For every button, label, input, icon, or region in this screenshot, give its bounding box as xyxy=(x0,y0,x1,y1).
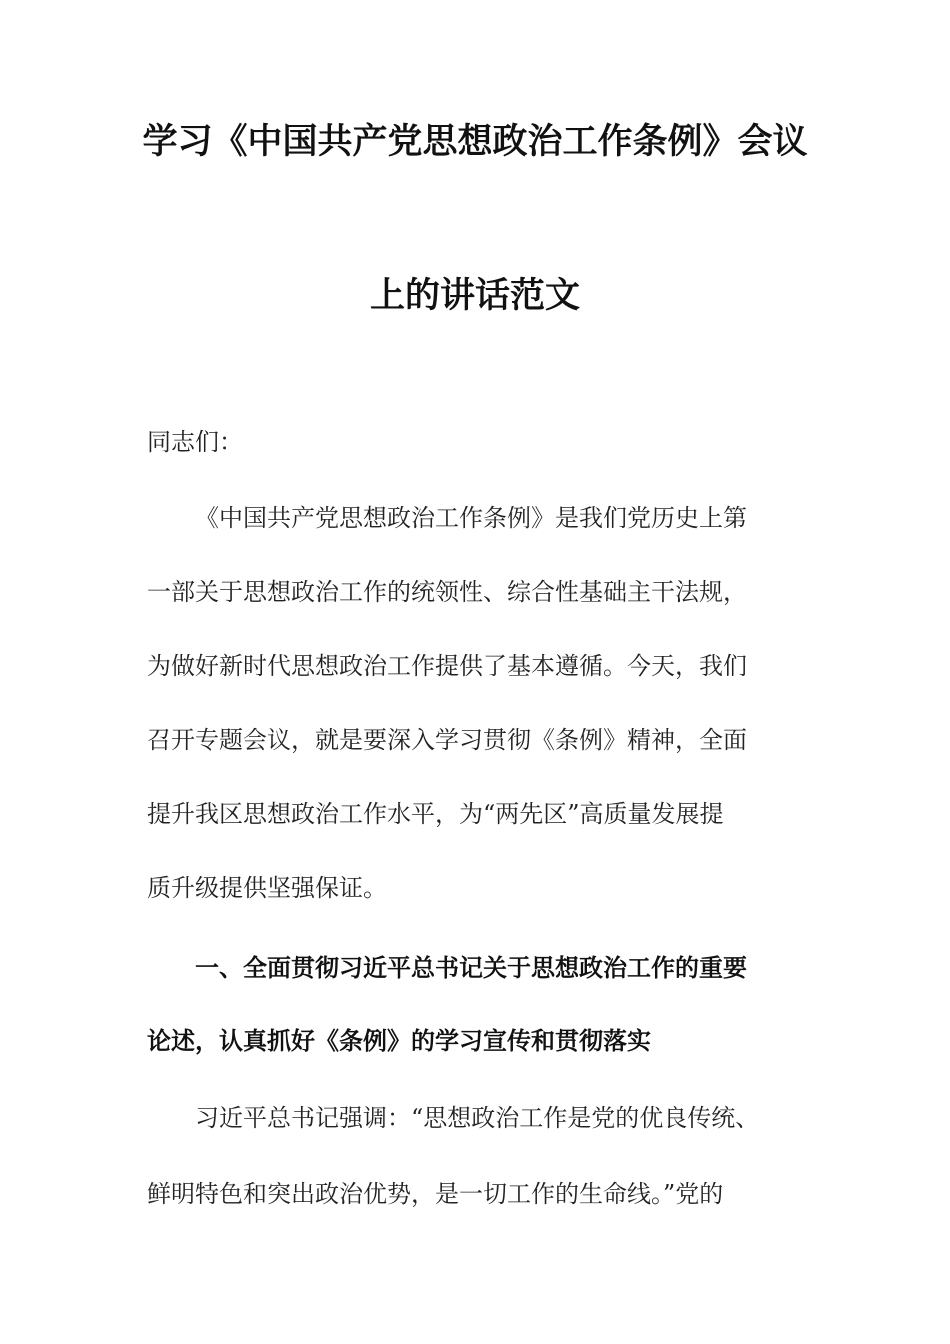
paragraph-1-line: 提升我区思想政治工作水平，为“两先区”高质量发展提 xyxy=(147,800,724,828)
salutation: 同志们： xyxy=(147,428,243,456)
section-heading-1-line: 一、全面贯彻习近平总书记关于思想政治工作的重要 xyxy=(195,953,747,982)
document-title-line-1: 学习《中国共产党思想政治工作条例》会议 xyxy=(142,122,808,162)
section-heading-1-line: 论述，认真抓好《条例》的学习宣传和贯彻落实 xyxy=(147,1026,651,1055)
paragraph-2-line: 鲜明特色和突出政治优势，是一切工作的生命线。”党的 xyxy=(147,1180,724,1208)
paragraph-1-line: 质升级提供坚强保证。 xyxy=(147,874,387,902)
paragraph-1-line: 召开专题会议，就是要深入学习贯彻《条例》精神，全面 xyxy=(147,726,747,754)
paragraph-2-line: 习近平总书记强调：“思想政治工作是党的优良传统、 xyxy=(195,1104,760,1132)
paragraph-1-line: 《中国共产党思想政治工作条例》是我们党历史上第 xyxy=(195,504,747,532)
paragraph-1-line: 一部关于思想政治工作的统领性、综合性基础主干法规， xyxy=(147,578,747,606)
document-title-line-2: 上的讲话范文 xyxy=(369,276,580,316)
paragraph-1-line: 为做好新时代思想政治工作提供了基本遵循。今天，我们 xyxy=(147,652,747,680)
